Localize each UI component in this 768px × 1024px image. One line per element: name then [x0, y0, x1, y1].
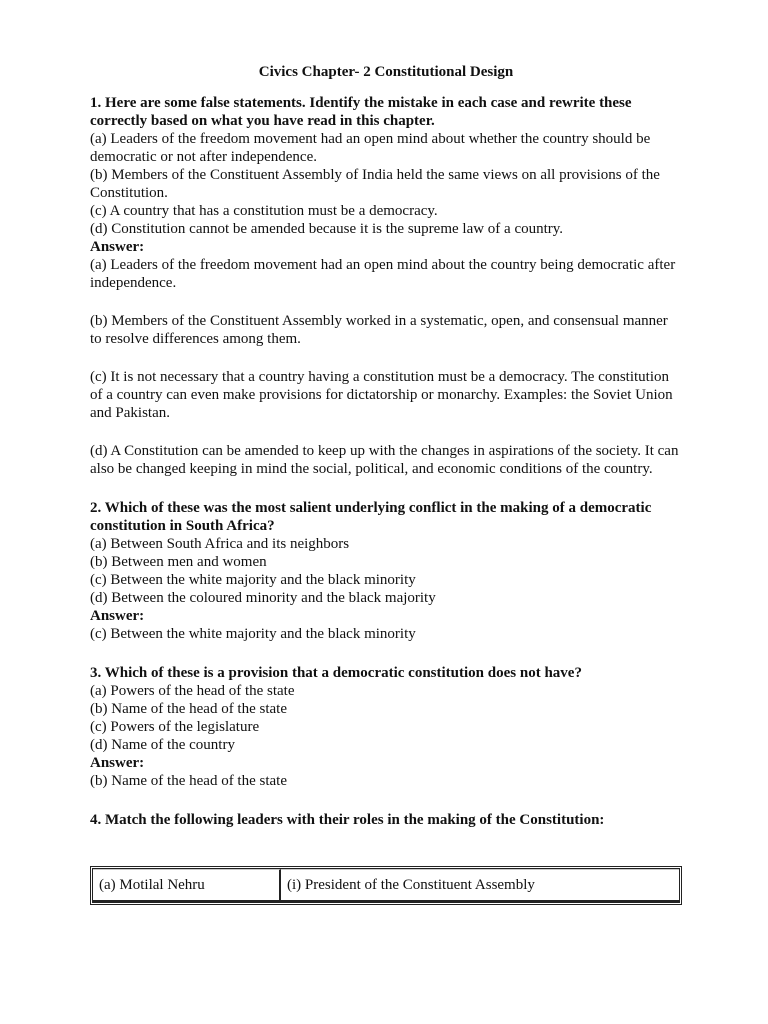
table-cell-leader: (a) Motilal Nehru	[93, 869, 281, 902]
table-cell-role: (i) President of the Constituent Assembly	[281, 869, 679, 902]
q1-option-c: (c) A country that has a constitution must be a democracy.	[90, 203, 438, 219]
q1-answer-d: (d) A Constitution can be amended to keep up with the changes in aspirations of the society. It can also be changed keeping in mind the social, political, and economic conditions of the country.	[90, 443, 679, 477]
q1-answer-b: (b) Members of the Constituent Assembly worked in a systematic, open, and consensual manner to resolve differences among them.	[90, 313, 668, 347]
q1-answer-c: (c) It is not necessary that a country having a constitution must be a democracy. The constitution of a country can even make provisions for dictatorship or monarchy. Examples: the Soviet Union and Pakistan.	[90, 369, 673, 421]
q3-option-a: (a) Powers of the head of the state	[90, 683, 295, 699]
question-3: 3. Which of these is a provision that a democratic constitution does not have?	[90, 665, 582, 681]
q2-option-c: (c) Between the white majority and the black minority	[90, 572, 416, 588]
q2-option-a: (a) Between South Africa and its neighbors	[90, 536, 350, 552]
q2-option-d: (d) Between the coloured minority and the black majority	[90, 590, 436, 606]
q1-answer-a: (a) Leaders of the freedom movement had an open mind about the country being democratic after independence.	[90, 257, 676, 291]
q1-option-d: (d) Constitution cannot be amended because it is the supreme law of a country.	[90, 221, 564, 237]
table-row	[93, 869, 679, 902]
document-page	[90, 63, 682, 829]
page-title: Civics Chapter- 2 Constitutional Design	[258, 64, 514, 80]
q2-option-b: (b) Between men and women	[90, 554, 267, 570]
q2-answer-label: Answer:	[90, 608, 145, 624]
q3-option-b: (b) Name of the head of the state	[90, 701, 287, 717]
q1-option-a: (a) Leaders of the freedom movement had an open mind about whether the country should be democratic or not after independence.	[90, 131, 651, 165]
q2-answer: (c) Between the white majority and the black minority	[90, 626, 416, 642]
q1-option-b: (b) Members of the Constituent Assembly of India held the same views on all provisions of the Constitution.	[90, 167, 660, 201]
q1-answer-label: Answer:	[90, 239, 145, 255]
q3-answer: (b) Name of the head of the state	[90, 773, 287, 789]
question-1: 1. Here are some false statements. Identify the mistake in each case and rewrite these correctly based on what you have read in this chapter.	[90, 95, 632, 129]
question-2: 2. Which of these was the most salient underlying conflict in the making of a democratic constitution in South Africa?	[90, 500, 652, 534]
q3-option-c: (c) Powers of the legislature	[90, 719, 260, 735]
question-4: 4. Match the following leaders with their roles in the making of the Constitution:	[90, 812, 605, 828]
q3-answer-label: Answer:	[90, 755, 145, 771]
match-table	[90, 866, 682, 905]
q3-option-d: (d) Name of the country	[90, 737, 235, 753]
